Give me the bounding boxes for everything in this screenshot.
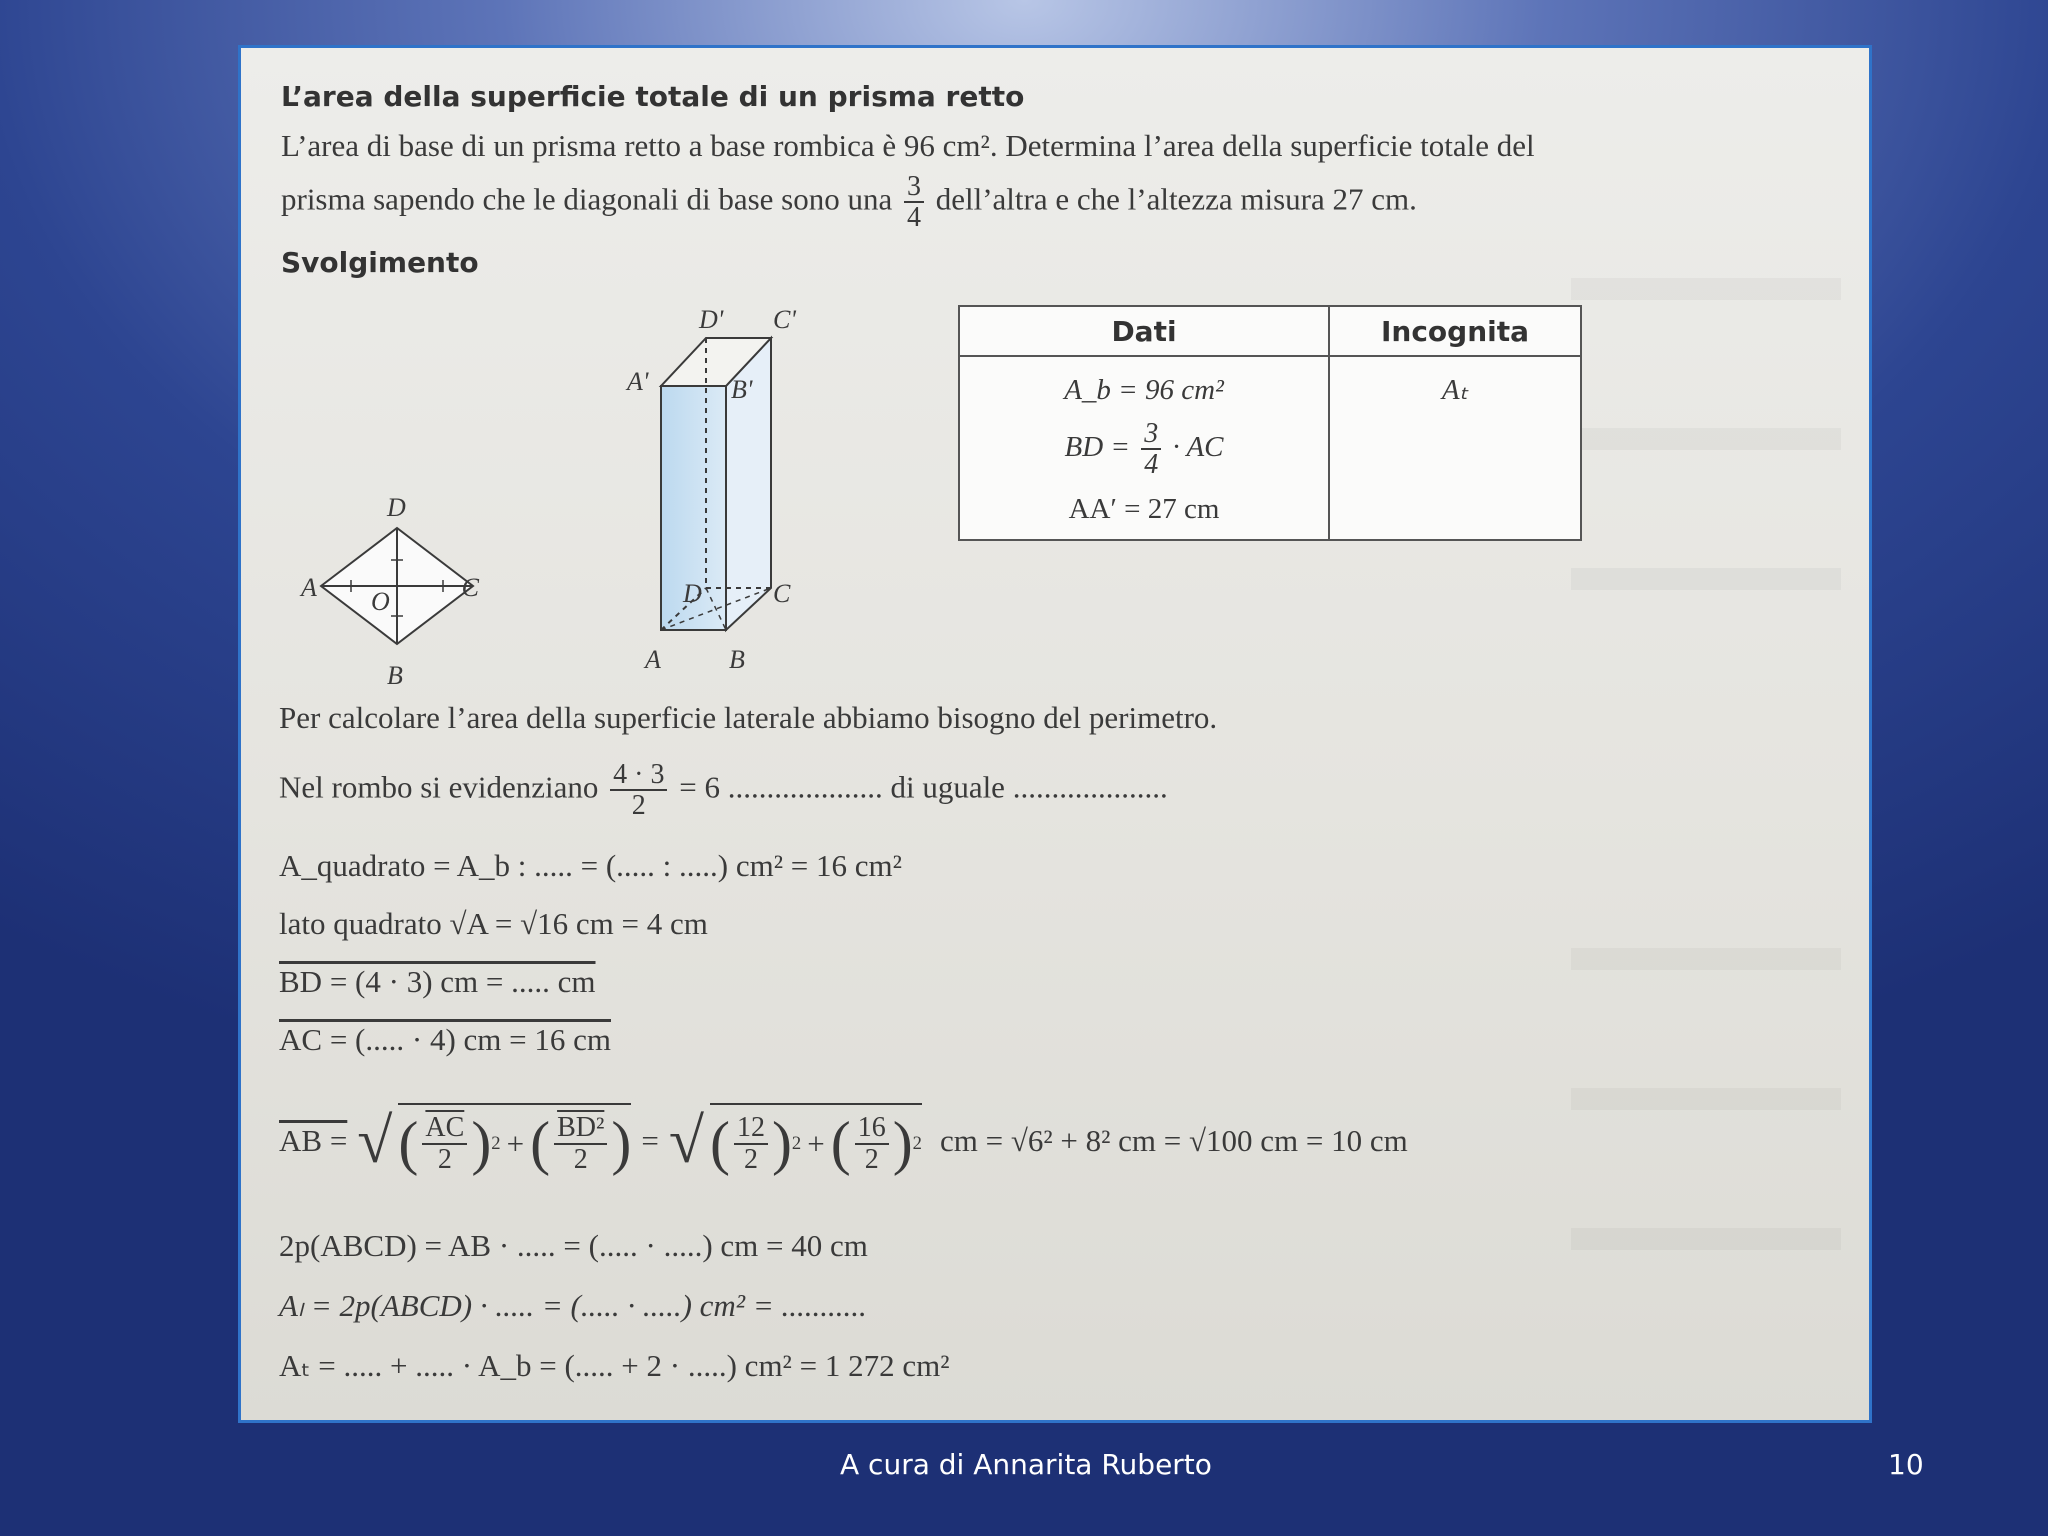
plus-sign: + [506, 1125, 525, 1161]
sqrt-symbol-2: √ [668, 1104, 704, 1176]
prism-label-b: B [729, 645, 745, 674]
prism-label-a: A [645, 645, 661, 674]
bleed-through [1571, 1088, 1841, 1110]
dati-row-3: AA′ = 27 cm [1068, 492, 1220, 525]
dati-row-2-end: · AC [1172, 431, 1224, 464]
fraction-denominator: 4 [906, 202, 921, 234]
prism-label-b1: B' [731, 375, 753, 404]
dati-row-2 [961, 419, 1327, 480]
solution-step-3: A_quadrato = A_b : ..... = (..... : .....) cm² = 16 cm² [279, 848, 902, 883]
frac-bd-num: BD² [554, 1113, 607, 1144]
bleed-through [1571, 428, 1841, 450]
frac-16-num: 16 [855, 1113, 889, 1144]
prism-label-c1: C' [773, 305, 796, 334]
table-dati-cell [959, 356, 1329, 540]
bleed-through [1571, 568, 1841, 590]
step-2-fraction-den: 2 [631, 790, 646, 822]
frac-ac-half [422, 1113, 467, 1174]
paren-open: ( [530, 1110, 551, 1176]
rhombus-diagram [291, 478, 481, 698]
step-7-rhs: cm = √6² + 8² cm = √100 cm = 10 cm [939, 1122, 1408, 1158]
table-incognita-cell [1329, 356, 1581, 540]
dati-row-1: A_b = 96 cm² [1064, 374, 1224, 406]
step-2-fraction-num: 4 · 3 [610, 760, 667, 791]
frac-16-2 [855, 1113, 889, 1174]
solution-step-6: AC = (..... · 4) cm = 16 cm [279, 1022, 611, 1057]
prism-label-a1: A' [627, 367, 649, 396]
sqrt-radicand-2 [710, 1103, 922, 1178]
step-2-end: = 6 .................... di uguale .................... [679, 769, 1168, 805]
rhombus-label-o: O [371, 587, 390, 616]
exp-2: 2 [791, 1132, 802, 1154]
bleed-through [1571, 948, 1841, 970]
exp-2: 2 [491, 1132, 501, 1154]
frac-12-2 [734, 1113, 768, 1174]
step-2-fraction [610, 760, 667, 821]
rhombus-label-a: A [301, 573, 317, 602]
textbook-page [241, 48, 1872, 1423]
sqrt-symbol-1: √ [357, 1104, 393, 1176]
dati-fraction-den: 4 [1144, 449, 1159, 481]
solution-heading: Svolgimento [281, 246, 479, 279]
fraction-three-quarters [904, 172, 924, 233]
equals-sign: = [641, 1122, 659, 1158]
frac-16-den: 2 [864, 1143, 879, 1175]
solution-step-8: 2p(ABCD) = AB · ..... = (..... · .....) cm = 40 cm [279, 1228, 868, 1263]
bleed-through [1571, 1228, 1841, 1250]
dati-fraction-num: 3 [1141, 419, 1161, 450]
problem-line-1: L’area di base di un prisma retto a base rombica è 96 cm². Determina l’area della superficie totale del [281, 128, 1535, 163]
rhombus-label-d: D [387, 493, 406, 522]
incognita-value: Aₜ [1441, 374, 1469, 406]
frac-ac-den: 2 [437, 1143, 452, 1175]
dati-row-2-start: BD = [1064, 431, 1130, 464]
paren-close: ) [892, 1110, 913, 1176]
prism-label-d: D [683, 579, 702, 608]
frac-bd-half [554, 1113, 607, 1174]
frac-12-den: 2 [743, 1143, 758, 1175]
prism-label-c: C [773, 579, 791, 608]
data-table [958, 305, 1582, 541]
exercise-title: L’area della superficie totale di un prisma retto [281, 80, 1025, 113]
solution-step-2 [279, 760, 1168, 821]
problem-line-2-start: prisma sapendo che le diagonali di base sono una [281, 181, 893, 217]
plus-sign: + [807, 1125, 825, 1161]
solution-step-9: Aₗ = 2p(ABCD) · ..... = (..... · .....) cm² = ........... [279, 1288, 867, 1323]
table-header-incognita: Incognita [1329, 306, 1581, 356]
paren-open: ( [830, 1110, 851, 1176]
rhombus-label-b: B [387, 661, 403, 690]
footer-author: A cura di Annarita Ruberto [840, 1448, 1212, 1481]
step-7-lhs: AB = [279, 1122, 348, 1158]
exp-2: 2 [912, 1132, 922, 1154]
paren-close: ) [471, 1110, 492, 1176]
solution-step-1: Per calcolare l’area della superficie laterale abbiamo bisogno del perimetro. [279, 700, 1218, 735]
sqrt-radicand-1 [398, 1103, 631, 1178]
rhombus-label-c: C [461, 573, 479, 602]
prism-label-d1: D' [699, 305, 724, 334]
table-header-dati: Dati [959, 306, 1329, 356]
solution-step-5: BD = (4 · 3) cm = ..... cm [279, 964, 596, 999]
frac-12-num: 12 [734, 1113, 768, 1144]
bleed-through [1571, 278, 1841, 300]
step-2-start: Nel rombo si evidenziano [279, 769, 599, 805]
paren-close: ) [611, 1110, 632, 1176]
solution-step-7 [279, 1103, 1408, 1178]
prism-diagram [621, 298, 841, 718]
slide-frame [238, 45, 1872, 1423]
problem-line-2 [281, 172, 1417, 233]
paren-open: ( [709, 1110, 730, 1176]
frac-bd-den: 2 [573, 1143, 588, 1175]
paren-close: ) [771, 1110, 792, 1176]
solution-step-10: Aₜ = ..... + ..... · A_b = (..... + 2 · .....) cm² = 1 272 cm² [279, 1348, 950, 1383]
paren-open: ( [398, 1110, 419, 1176]
slide-number: 10 [1888, 1448, 1924, 1481]
problem-line-2-end: dell’altra e che l’altezza misura 27 cm. [935, 181, 1417, 217]
fraction-numerator: 3 [904, 172, 924, 203]
dati-fraction [1141, 419, 1161, 480]
solution-step-4: lato quadrato √A = √16 cm = 4 cm [279, 906, 708, 941]
frac-ac-num: $\overline{AC}$ [422, 1113, 467, 1144]
